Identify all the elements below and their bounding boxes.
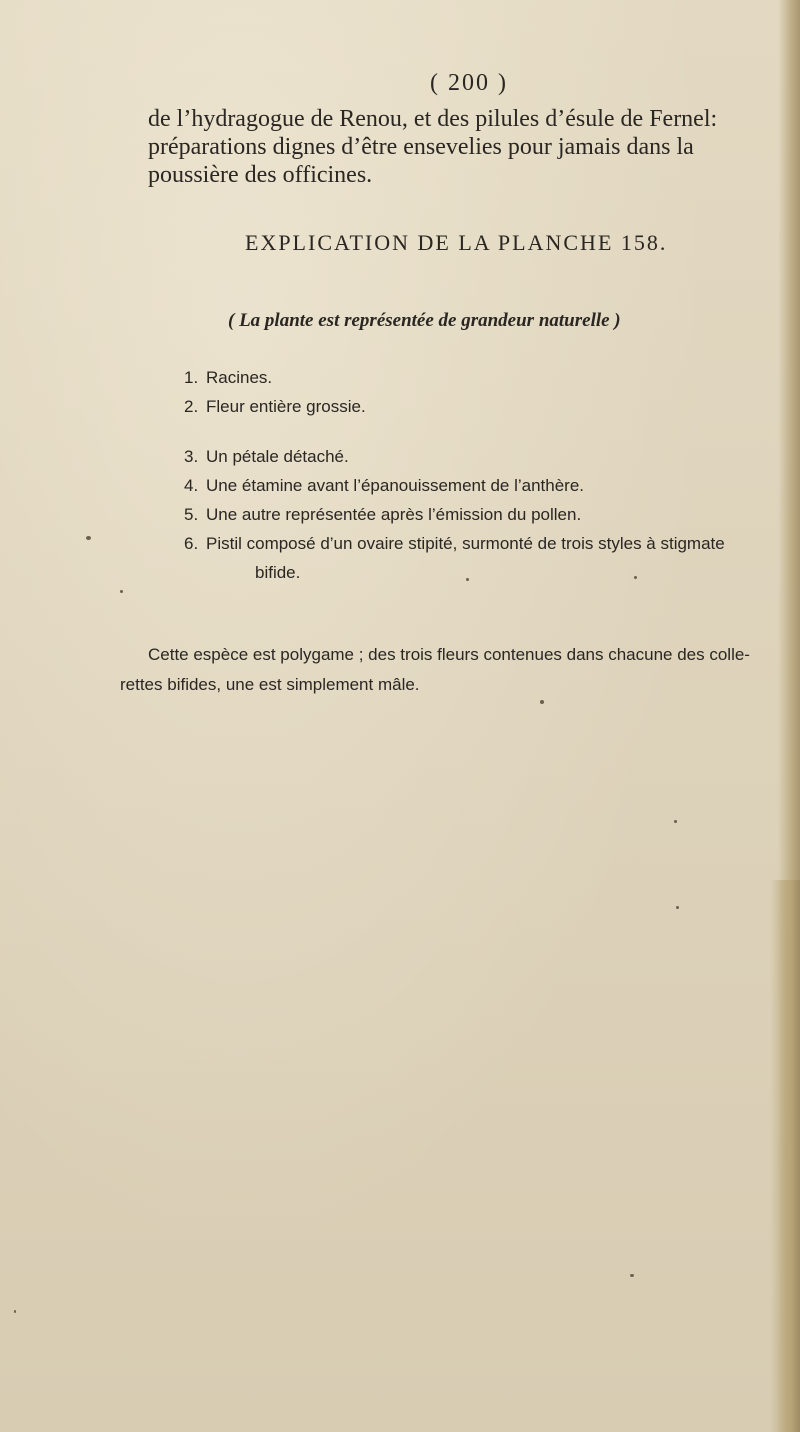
paper-speck <box>676 906 679 909</box>
plate-heading: EXPLICATION DE LA PLANCHE 158. <box>245 230 668 255</box>
paper-speck <box>120 590 123 593</box>
paper-speck <box>630 1274 634 1277</box>
item-number: 3. <box>184 447 199 466</box>
item-number: 2. <box>184 397 199 416</box>
list-item <box>184 397 366 417</box>
item-text: Pistil composé d’un ovaire stipité, surmonté de trois styles à stigmate <box>206 534 725 553</box>
intro-line: de l’hydragogue de Renou, et des pilules d’ésule de Fernel: <box>148 106 718 132</box>
paragraph-line: rettes bifides, une est simplement mâle. <box>120 675 420 694</box>
plate-caption: ( La plante est représentée de grandeur naturelle ) <box>228 310 621 331</box>
paper-speck <box>466 578 469 581</box>
paper-speck <box>86 536 91 540</box>
list-item <box>184 368 272 388</box>
page-edge-stain <box>770 880 800 1432</box>
page-number: ( 200 ) <box>430 70 508 96</box>
item-text: Une étamine avant l’épanouissement de l’anthère. <box>206 476 585 495</box>
item-number: 5. <box>184 505 199 524</box>
intro-line: préparations dignes d’être ensevelies pour jamais dans la <box>148 134 694 160</box>
list-item <box>184 534 725 554</box>
paper-speck <box>674 820 677 823</box>
item-text: Un pétale détaché. <box>206 447 349 466</box>
paper-speck <box>634 576 637 579</box>
paragraph-line: Cette espèce est polygame ; des trois fleurs contenues dans chacune des colle- <box>148 645 750 664</box>
list-item <box>184 476 584 496</box>
paper-speck <box>14 1310 16 1313</box>
item-number: 6. <box>184 534 199 553</box>
item-number: 4. <box>184 476 199 495</box>
item-text: Fleur entière grossie. <box>206 397 366 416</box>
paper-speck <box>540 700 544 704</box>
item-text: Une autre représentée après l’émission du pollen. <box>206 505 582 524</box>
list-item <box>184 505 581 525</box>
list-item-continuation: bifide. <box>255 563 301 582</box>
list-item <box>184 447 349 467</box>
item-text: Racines. <box>206 368 273 387</box>
item-number: 1. <box>184 368 199 387</box>
intro-line: poussière des officines. <box>148 162 373 188</box>
